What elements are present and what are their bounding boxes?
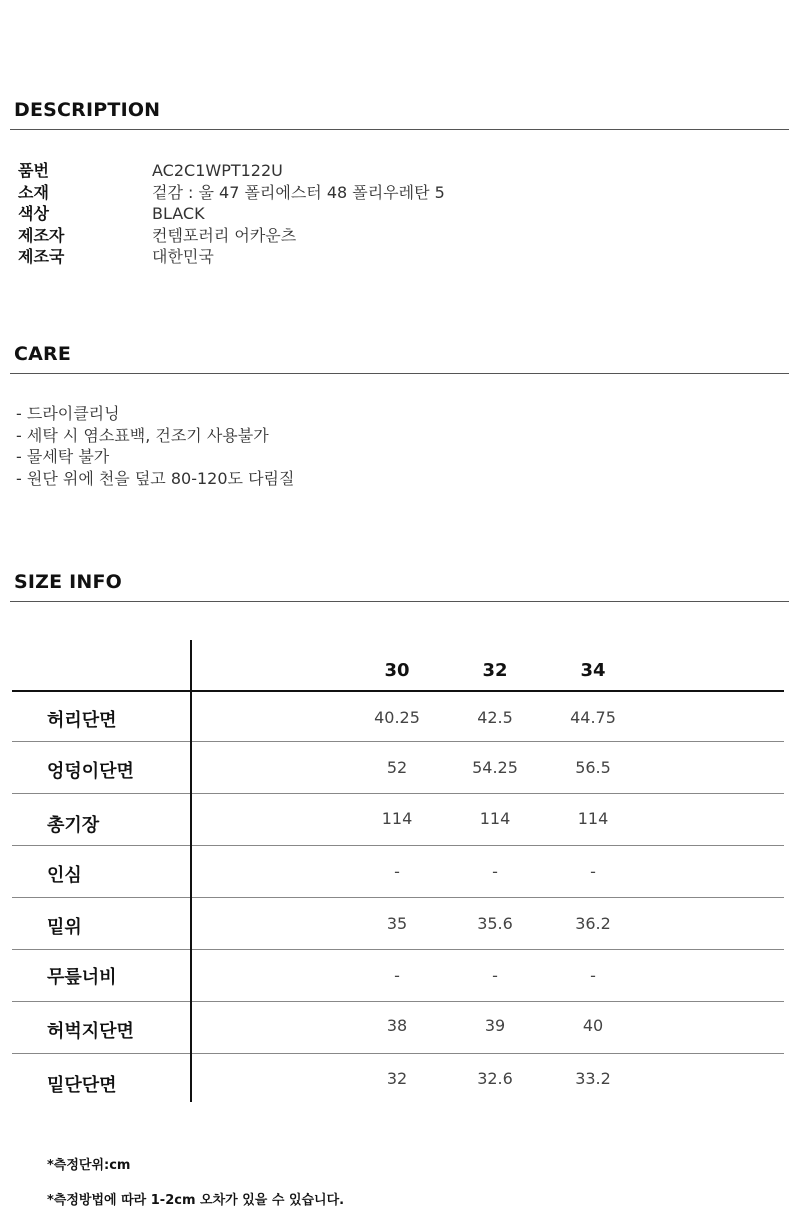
description-list <box>18 160 445 268</box>
size-cell: 40.25 <box>374 708 420 727</box>
desc-row-style-number <box>18 160 445 182</box>
size-row-inseam <box>12 846 784 898</box>
care-item: - 물세탁 불가 <box>16 446 294 468</box>
size-cell: 33.2 <box>575 1069 611 1088</box>
size-cell: - <box>394 862 400 881</box>
size-cell: 32.6 <box>477 1069 513 1088</box>
care-item: - 드라이클리닝 <box>16 403 294 425</box>
desc-value: 겉감 : 울 47 폴리에스터 48 폴리우레탄 5 <box>152 182 445 202</box>
care-item: - 세탁 시 염소표백, 건조기 사용불가 <box>16 425 294 447</box>
size-row-knee <box>12 950 784 1002</box>
desc-label: 제조국 <box>18 247 65 266</box>
size-cell: 42.5 <box>477 708 513 727</box>
size-cell: - <box>492 862 498 881</box>
size-cell: 114 <box>577 809 609 828</box>
size-cell: 54.25 <box>472 758 518 777</box>
desc-row-material <box>18 182 445 204</box>
description-divider <box>10 129 789 130</box>
desc-value: BLACK <box>152 204 205 223</box>
desc-value: 대한민국 <box>152 247 214 266</box>
size-cell: 32 <box>386 1069 408 1088</box>
desc-row-origin <box>18 246 445 268</box>
size-cell: - <box>394 966 400 985</box>
size-cell: 56.5 <box>575 758 611 777</box>
desc-label: 제조자 <box>18 225 65 245</box>
desc-value: AC2C1WPT122U <box>152 161 283 180</box>
size-row-rise <box>12 898 784 950</box>
size-cell: 39 <box>484 1016 506 1035</box>
desc-label: 소재 <box>18 182 49 202</box>
row-label: 무릎너비 <box>47 967 117 988</box>
size-cell: - <box>492 966 498 985</box>
size-cell: 114 <box>381 809 413 828</box>
size-info-title: SIZE INFO <box>14 571 123 593</box>
description-title: DESCRIPTION <box>14 99 161 121</box>
row-label: 허리단면 <box>47 710 117 731</box>
size-row-total-length <box>12 794 784 846</box>
size-cell: - <box>590 966 596 985</box>
desc-value: 컨템포러리 어카운츠 <box>152 225 297 245</box>
row-label: 밑단단면 <box>47 1075 117 1096</box>
unit-note: *측정단위:cm <box>47 1158 131 1173</box>
size-row-hip <box>12 742 784 794</box>
size-row-waist <box>12 692 784 742</box>
row-label: 인심 <box>47 865 82 886</box>
size-cell: 35.6 <box>477 914 513 933</box>
size-header-34: 34 <box>580 660 606 681</box>
row-label: 총기장 <box>47 815 100 836</box>
care-title: CARE <box>14 343 72 365</box>
care-list <box>16 403 294 489</box>
size-cell: 114 <box>479 809 511 828</box>
care-item: - 원단 위에 천을 덮고 80-120도 다림질 <box>16 468 294 490</box>
size-cell: 40 <box>582 1016 604 1035</box>
care-divider <box>10 373 789 374</box>
tolerance-note: *측정방법에 따라 1-2cm 오차가 있을 수 있습니다. <box>47 1193 345 1208</box>
size-cell: - <box>590 862 596 881</box>
size-info-divider <box>10 601 789 602</box>
size-header-row <box>12 640 784 692</box>
size-cell: 52 <box>386 758 408 777</box>
size-row-hem <box>12 1054 784 1102</box>
row-label: 밑위 <box>47 917 82 938</box>
size-cell: 36.2 <box>575 914 611 933</box>
desc-row-color <box>18 203 445 225</box>
row-label: 허벅지단면 <box>47 1021 134 1042</box>
size-row-thigh <box>12 1002 784 1054</box>
size-header-30: 30 <box>384 660 410 681</box>
size-cell: 44.75 <box>570 708 616 727</box>
desc-row-manufacturer <box>18 225 445 247</box>
table-vertical-divider <box>190 640 192 1102</box>
size-cell: 35 <box>386 914 408 933</box>
desc-label: 색상 <box>18 204 49 223</box>
desc-label: 품번 <box>18 161 49 180</box>
row-label: 엉덩이단면 <box>47 761 134 782</box>
size-cell: 38 <box>386 1016 408 1035</box>
size-header-32: 32 <box>482 660 508 681</box>
